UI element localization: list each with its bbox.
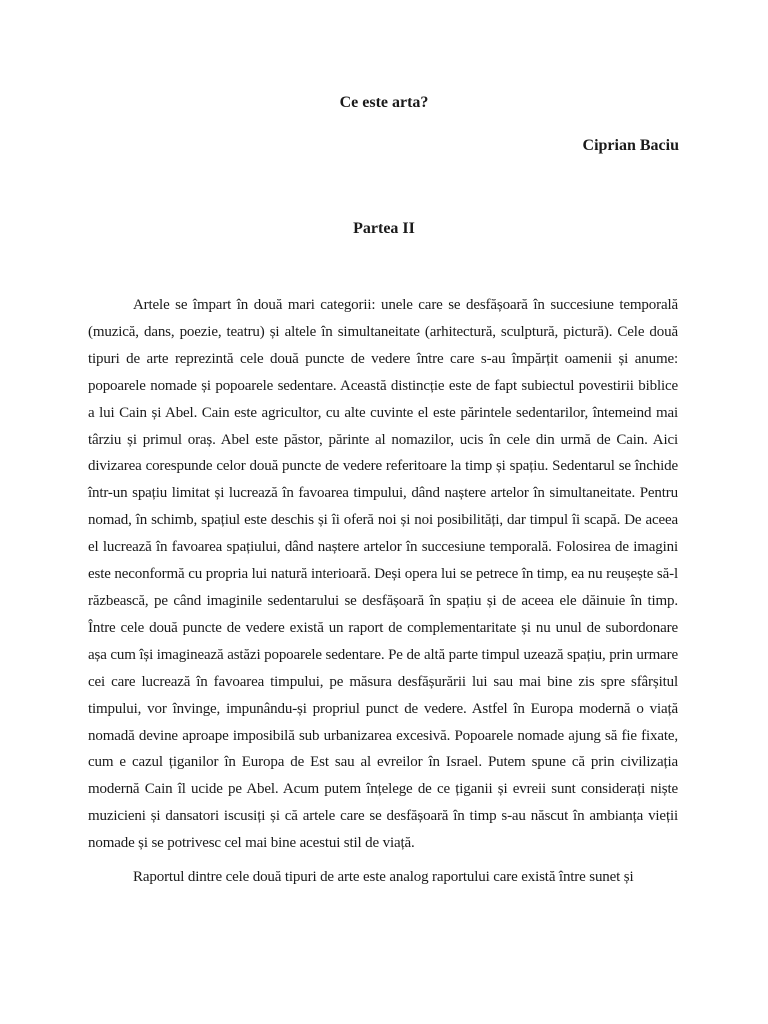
author-name: Ciprian Baciu xyxy=(582,137,679,154)
section-heading: Partea II xyxy=(353,220,415,237)
body-text xyxy=(88,292,678,898)
paragraph-1: Artele se împart în două mari categorii: unele care se desfășoară în succesiune temporală (muzică, dans, poezie, teatru) și altele în simultaneitate (arhitectură, sculptură, pictură). Cele două tipuri de arte reprezintă cele două puncte de vedere între care s-au împărțit oamenii și anume: popoarele nomade și popoarele sedentare. Această distincție este de fapt subiectul povestirii biblice a lui Cain și Abel. Cain este agricultor, cu alte cuvinte el este părintele sedentarilor, întemeind mai târziu și primul oraș. Abel este păstor, părinte al nomazilor, ucis în cele din urmă de Cain. Aici divizarea corespunde celor două puncte de vedere referitoare la timp și spațiu. Sedentarul se închide într-un spațiu limitat și lucrează în favoarea timpului, dând naștere artelor în simultaneitate. Pentru nomad, în schimb, spațiul este deschis și îi oferă noi și noi posibilități, dar timpul îi scapă. De aceea el lucrează în favoarea spațiului, dând naștere artelor în succesiune temporală. Folosirea de imagini este neconformă cu propria lui natură interioară. Deși opera lui se petrece în timp, ea nu reușește să-l răzbească, pe când imaginile sedentarului se desfășoară în spațiu și de aceea ele dăinuie în timp. Între cele două puncte de vedere există un raport de complementaritate și nu unul de subordonare așa cum își imaginează astăzi popoarele sedentare. Pe de altă parte timpul uzează spațiu, prin urmare cei care lucrează în favoarea timpului, pe măsura desfășurării lui sau mai bine zis spre sfârșitul timpului, vor învinge, impunându-și propriul punct de vedere. Astfel în Europa modernă o viață nomadă devine aproape imposibilă sub urbanizarea excesivă. Popoarele nomade ajung să fie fixate, cum e cazul țiganilor în Europa de Est sau al evreilor în Israel. Putem spune că prin civilizația modernă Cain îl ucide pe Abel. Acum putem înțelege de ce țiganii și evreii sunt considerați niște muzicieni și dansatori iscusiți și că artele care se desfășoară în timp s-au născut în ambianța vieții nomade și se potrivesc cel mai bine acestui stil de viață. xyxy=(88,297,678,852)
paragraph-2: Raportul dintre cele două tipuri de arte este analog raportului care există între sunet și xyxy=(133,869,634,886)
document-title: Ce este arta? xyxy=(339,94,429,111)
